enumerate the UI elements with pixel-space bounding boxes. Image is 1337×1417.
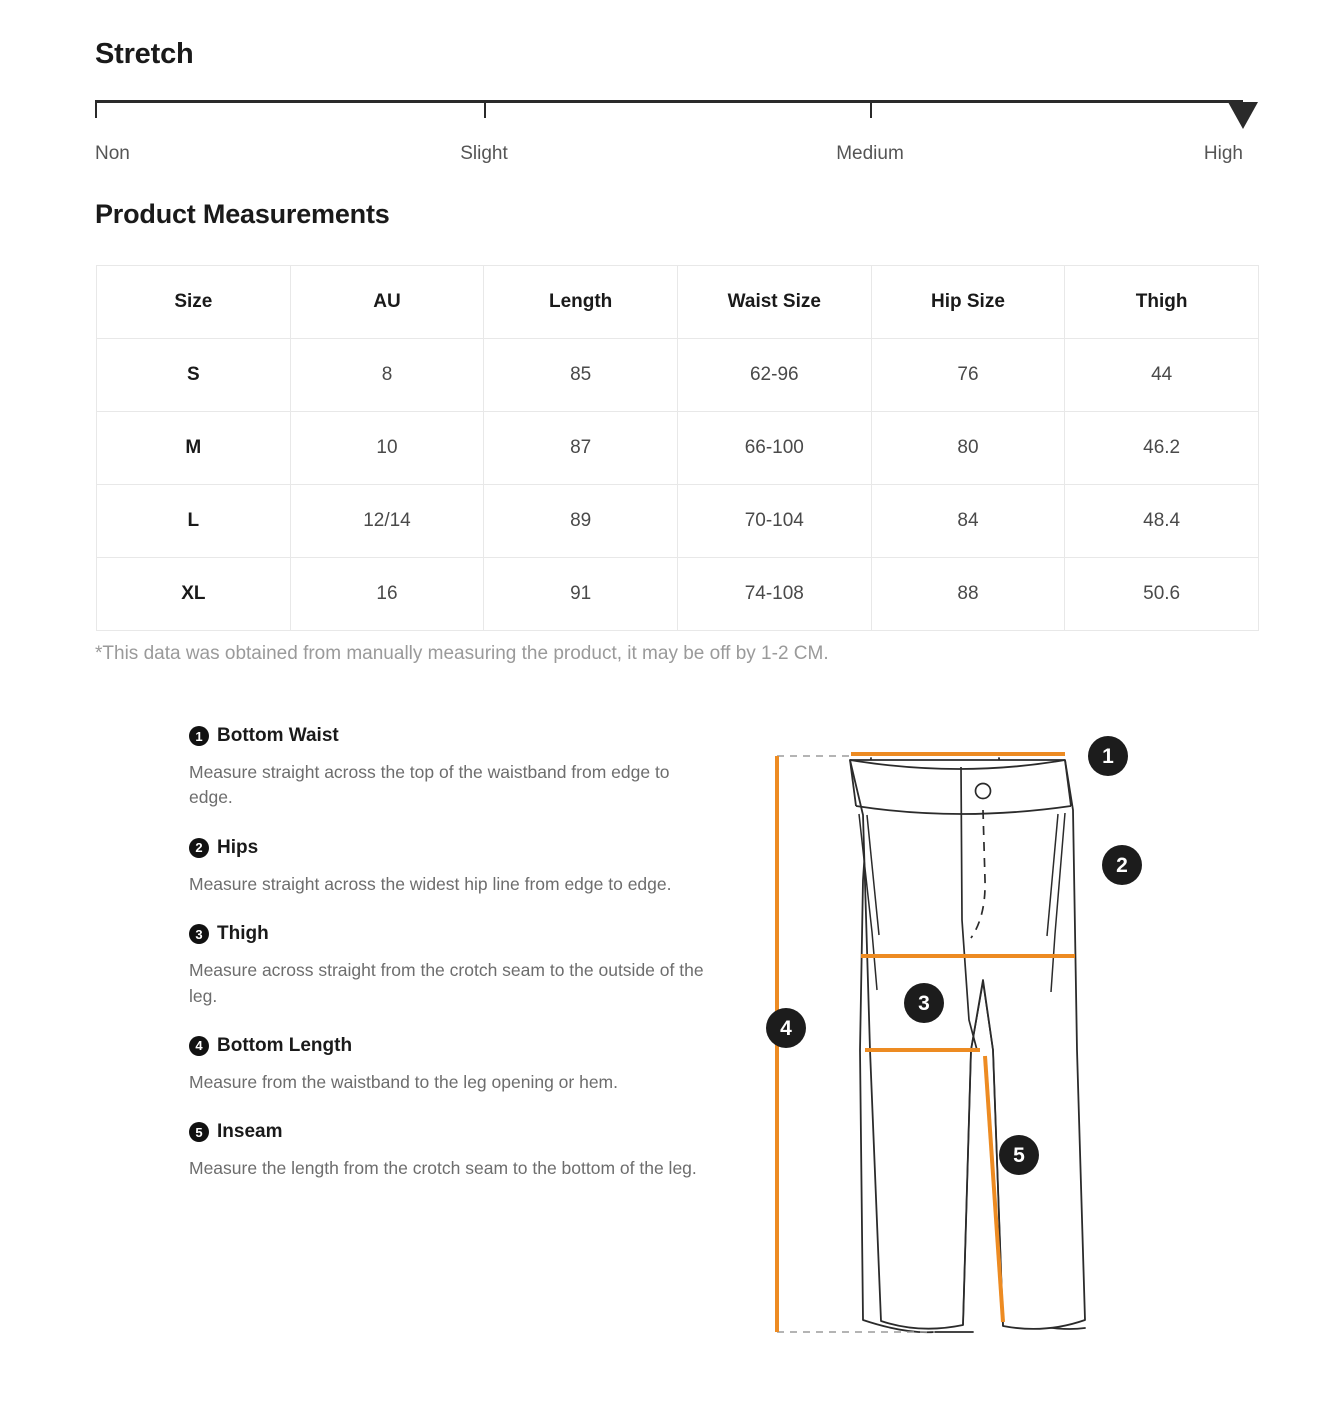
number-badge-icon: 1 (189, 726, 209, 746)
cell-au: 10 (290, 412, 484, 485)
column-header-thigh: Thigh (1065, 266, 1259, 339)
stretch-tick-non (95, 102, 97, 118)
list-item-heading (189, 1121, 719, 1143)
cell-au: 16 (290, 558, 484, 631)
diagram-badge-1: 1 (1088, 736, 1128, 776)
list-item-label: Hips (217, 836, 259, 858)
cell-size: L (97, 485, 291, 558)
list-item-description: Measure from the waistband to the leg opening or hem. (189, 1071, 618, 1092)
cell-size: M (97, 412, 291, 485)
stretch-tick-medium (870, 102, 872, 118)
list-item-heading (189, 725, 719, 747)
number-badge-icon: 3 (189, 924, 209, 944)
list-item-label: Inseam (217, 1121, 283, 1143)
cell-size: S (97, 339, 291, 412)
list-item-description: Measure the length from the crotch seam to the bottom of the leg. (189, 1158, 697, 1179)
list-item-label: Bottom Waist (217, 725, 339, 746)
how-to-measure-list (189, 725, 719, 1208)
list-item (189, 1121, 719, 1181)
diagram-badge-4: 4 (766, 1008, 806, 1048)
cell-hip-size: 76 (871, 339, 1065, 412)
list-item (189, 837, 719, 897)
measurements-footnote: *This data was obtained from manually measuring the product, it may be off by 1-2 CM. (95, 643, 829, 664)
cell-waist-size: 66-100 (677, 412, 871, 485)
column-header-hip-size: Hip Size (871, 266, 1065, 339)
list-item (189, 923, 719, 1009)
column-header-length: Length (484, 266, 678, 339)
list-item-heading (189, 923, 719, 945)
pants-illustration (755, 720, 1175, 1370)
button-icon (976, 784, 991, 799)
list-item-description: Measure across straight from the crotch seam to the outside of the leg. (189, 960, 704, 1006)
column-header-au: AU (290, 266, 484, 339)
table-row (97, 485, 1259, 558)
list-item-heading (189, 1035, 719, 1057)
cell-length: 89 (484, 485, 678, 558)
list-item-heading (189, 837, 719, 859)
stretch-label-high: High (1203, 143, 1243, 164)
stretch-label-slight: Slight (460, 143, 508, 164)
list-item-description: Measure straight across the widest hip line from edge to edge. (189, 873, 672, 894)
table-header-row (97, 266, 1259, 339)
number-badge-icon: 4 (189, 1036, 209, 1056)
cell-waist-size: 74-108 (677, 558, 871, 631)
cell-length: 87 (484, 412, 678, 485)
list-item-label: Bottom Length (217, 1034, 353, 1056)
stretch-scale-line (95, 100, 1243, 103)
cell-au: 8 (290, 339, 484, 412)
cell-length: 91 (484, 558, 678, 631)
diagram-badge-5: 5 (999, 1135, 1039, 1175)
measurements-table (96, 265, 1259, 631)
stretch-tick-slight (484, 102, 486, 118)
diagram-badge-2: 2 (1102, 845, 1142, 885)
cell-thigh: 50.6 (1065, 558, 1259, 631)
table-row (97, 339, 1259, 412)
cell-hip-size: 88 (871, 558, 1065, 631)
stretch-label-non: Non (95, 143, 130, 164)
number-badge-icon: 5 (189, 1122, 209, 1142)
cell-length: 85 (484, 339, 678, 412)
table-row (97, 412, 1259, 485)
cell-waist-size: 62-96 (677, 339, 871, 412)
stretch-label-medium: Medium (836, 143, 904, 164)
stretch-scale (95, 100, 1243, 170)
cell-thigh: 44 (1065, 339, 1259, 412)
cell-waist-size: 70-104 (677, 485, 871, 558)
triangle-down-icon (1228, 102, 1258, 129)
cell-hip-size: 84 (871, 485, 1065, 558)
page-title: Product Measurements (95, 199, 390, 229)
list-item (189, 1035, 719, 1095)
cell-au: 12/14 (290, 485, 484, 558)
diagram-badge-3: 3 (904, 983, 944, 1023)
cell-thigh: 48.4 (1065, 485, 1259, 558)
column-header-waist-size: Waist Size (677, 266, 871, 339)
cell-size: XL (97, 558, 291, 631)
pants-measurement-diagram (755, 720, 1175, 1370)
column-header-size: Size (97, 266, 291, 339)
number-badge-icon: 2 (189, 838, 209, 858)
table-row (97, 558, 1259, 631)
stretch-title: Stretch (95, 38, 194, 70)
list-item-label: Thigh (217, 923, 269, 945)
cell-thigh: 46.2 (1065, 412, 1259, 485)
list-item-description: Measure straight across the top of the waistband from edge to edge. (189, 762, 670, 808)
list-item (189, 725, 719, 811)
cell-hip-size: 80 (871, 412, 1065, 485)
